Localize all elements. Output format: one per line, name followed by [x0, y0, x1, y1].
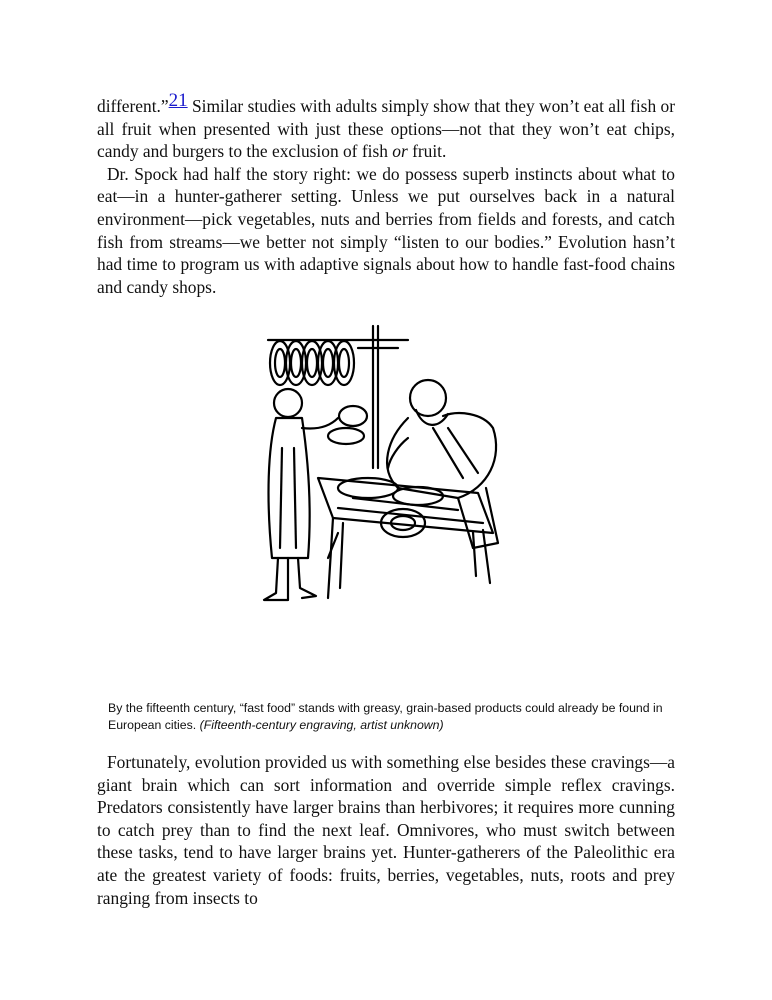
paragraph-2: Dr. Spock had half the story right: we do possess superb instincts about what to eat—in a hunter-gatherer setting. Unless we put ourselves back in a natural environment—pick vegetables, nuts and berries from fields and forests, and catch fish from streams—we better not simply “listen to our bodies.” Evolution hasn’t had time to program us with adaptive signals about how to handle fast-food chains and candy shops.	[97, 163, 675, 297]
paragraph-3: Fortunately, evolution provided us with something else besides these cravings—a giant brain which can sort information and override simple reflex cravings. Predators consistently have larger brains than herbivores; it requires more cunning to catch prey than to find the next leaf. Omnivores, who must switch between these tasks, tend to have larger brains yet. Hunter-gatherers of the Paleolithic era ate the greatest variety of foods: fruits, berries, vegetables, nuts, roots and prey ranging from insects to	[97, 752, 675, 908]
paragraph-1	[97, 90, 675, 163]
caption-text: By the fifteenth century, “fast food” stands with greasy, grain-based products could already be found in European cities.	[108, 701, 663, 732]
body-text-bottom	[97, 751, 675, 909]
body-text-top	[97, 90, 675, 298]
figure-caption	[108, 700, 668, 734]
paragraph-1-rest: Similar studies with adults simply show that they won’t eat all fish or all fruit when presented with just these options—not that they won’t eat chips, candy and burgers to the exclusion of fish	[97, 96, 675, 162]
paragraph-1-end: fruit.	[407, 141, 447, 162]
fast-food-engraving	[258, 318, 518, 613]
footnote-link[interactable]: 21	[168, 90, 188, 111]
paragraph-1-emphasis: or	[392, 141, 408, 162]
caption-credit: (Fifteenth-century engraving, artist unknown)	[199, 718, 444, 732]
paragraph-1-lead: different.”	[97, 96, 169, 116]
